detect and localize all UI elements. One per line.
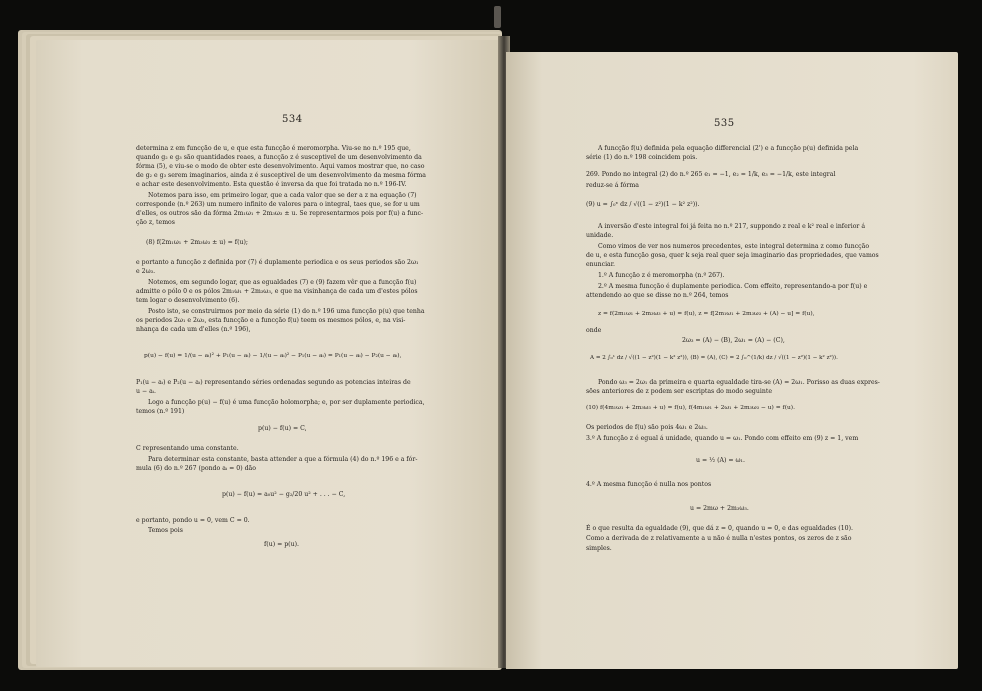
text-line: Como vimos de ver nos numeros precedentes, este integral determina z como funcção [598, 243, 870, 250]
equation-9: (9) u = ∫₀ˣ dz / √((1 − z²)(1 − k² z²)). [586, 201, 700, 208]
text-line: 3.º A funcção z é egual á unidade, quando u = ω₁. Pondo com effeito em (9) z = 1, vem [586, 435, 859, 442]
text-line: ção z, temos [136, 219, 175, 226]
equation: u = ½ (A) = ω₁. [696, 457, 745, 464]
equation: A = 2 ∫₀¹ dz / √((1 − z²)(1 − k² z²)), (B) = (A), (C) = 2 ∫₀^(1/k) dz / √((1 − z²)(1 − k² z²)). [590, 355, 838, 361]
text-line: Pondo ω₃ = 2ω₁ da primeira e quarta egualdade tira-se (A) = 2ω₁. Porisso as duas expres- [598, 379, 880, 386]
text-line: attendendo ao que se disse no n.º 264, temos [586, 292, 729, 299]
equation: 2ω₃ = (A) − (B), 2ω₁ = (A) − (C), [682, 337, 785, 344]
text-line: os periodos 2ω₁ e 2ω₃, esta funcção e a funcção f(u) teem os mesmos pólos, e, na visi- [136, 317, 406, 324]
text-line: sões anteriores de z podem ser escriptas do modo seguinte [586, 388, 772, 395]
text-line: A inversão d'este integral foi já feita no n.º 217, suppondo z real e k² real e inferior á [598, 223, 866, 230]
text-line: unidade. [586, 232, 614, 239]
text-line: quando g₂ e g₃ são quantidades reaes, a funcção z é susceptivel de um desenvolvimento da [136, 154, 422, 161]
text-line: tem logar o desenvolvimento (6). [136, 297, 240, 304]
equation-10: (10) f(4m₁ω₁ + 2m₃ω₃ + u) = f(u), f(4m₁ω₁ + 2ω₁ + 2m₃ω₃ − u) = f(u). [586, 405, 795, 411]
equation: p(u) − f(u) = C, [258, 425, 307, 432]
text-line: determina z em funcção de u, e que esta funcção é meromorpha. Viu-se no n.º 195 que, [136, 145, 411, 152]
text-line: temos (n.º 191) [136, 408, 185, 415]
text-line: Os periodos de f(u) são pois 4ω₁ e 2ω₃. [586, 424, 708, 431]
text-line: u − aᵢ. [136, 388, 157, 395]
text-line: Para determinar esta constante, basta attender a que a fórmula (4) do n.º 196 e a fór- [148, 456, 418, 463]
equation: z = f(2m₁ω₁ + 2m₃ω₃ + u) = f(u), z = f[2m₁ω₁ + 2m₃ω₃ + (A) − u] = f(u), [598, 311, 815, 317]
text-line: série (1) do n.º 198 coincidem pois. [586, 154, 698, 161]
page-number: 535 [714, 118, 735, 129]
page-number: 534 [282, 114, 303, 125]
clip-marker [494, 6, 501, 28]
text-line: mula (6) do n.º 267 (pondo aᵢ = 0) dão [136, 465, 256, 472]
text-line: Notemos, em segundo logar, que as egualdades (7) e (9) fazem vêr que a funcção f(u) [148, 279, 417, 286]
text-line: 269. Pondo no integral (2) do n.º 265 e₁ = −1, e₂ = 1/k, e₃ = −1/k, este integral [586, 171, 836, 178]
text-line: 1.º A funcção z é meromorpha (n.º 267). [598, 272, 725, 279]
text-line: corresponde (n.º 263) um numero infinito de valores para o integral, taes que, se for u um [136, 201, 420, 208]
text-line: P₁(u − aᵢ) e P₂(u − aᵢ) representando séries ordenadas segundo as potencias inteiras de [136, 379, 411, 386]
text-line: C representando uma constante. [136, 445, 239, 452]
text-line: 4.º A mesma funcção é nulla nos pontos [586, 481, 712, 488]
text-line: Como a derivada de z relativamente a u não é nulla n'estes pontos, os zeros de z são [586, 535, 852, 542]
text-line: simples. [586, 545, 612, 552]
text-line: Posto isto, se construirmos por meio da série (1) do n.º 196 uma funcção p(u) que tenha [148, 308, 425, 315]
equation: p(u) − f(u) = 1/(u − aᵢ)² + P₁(u − aᵢ) − 1/(u − aᵢ)² − P₁(u − aᵢ) = P₁(u − aᵢ) − P₂(u − aᵢ), [144, 353, 402, 359]
text-line: 2.º A mesma funcção é duplamente periodica. Com effeito, representando-a por f(u) e [598, 283, 868, 290]
text-line: nhança de cada um d'elles (n.º 196), [136, 326, 251, 333]
text-line: enunciar. [586, 261, 615, 268]
text-line: Logo a funcção p(u) − f(u) é uma funcção holomorpha; e, por ser duplamente periodica, [148, 399, 425, 406]
text-line: admitte o pólo 0 e os pólos 2m₁ω₁ + 2m₃ω₃, e que na visinhança de cada um d'estes pólos [136, 288, 418, 295]
text-line: e portanto a funcção z definida por (7) é duplamente periodica e os seus periodos são 2ω₁ [136, 259, 419, 266]
text-line: e portanto, pondo u = 0, vem C = 0. [136, 517, 250, 524]
text-line: A funcção f(u) definida pela equação differencial (2') e a funcção p(u) definida pela [598, 145, 859, 152]
equation-8: (8) f(2m₁ω₁ + 2m₃ω₃ ± u) = f(u); [146, 239, 248, 246]
text-line: Notemos para isso, em primeiro logar, que a cada valor que se der a z na equação (7) [148, 192, 417, 199]
equation: f(u) = p(u). [264, 541, 299, 548]
text-line: fórma (5), e viu-se o modo de obter este desenvolvimento. Aqui vamos mostrar que, no caso [136, 163, 425, 170]
text-line: e achar este desenvolvimento. Esta questão é inversa da que foi tratada no n.º 196-IV. [136, 181, 407, 188]
text-line: de u, e esta funcção gosa, quer k seja real quer seja imaginario das propriedades, que vamos [586, 252, 879, 259]
text-line: de g₂ e g₃ serem imaginarios, ainda z é susceptivel de um desenvolvimento da mesma fórma [136, 172, 426, 179]
equation: p(u) − f(u) = a₀u² − g₂/20 u² + . . . − C, [222, 491, 346, 498]
right-page [506, 52, 958, 669]
text-line: É o que resulta da egualdade (9), que dá z = 0, quando u = 0, e das egualdades (10). [586, 525, 853, 532]
text-line: reduz-se á fórma [586, 182, 639, 189]
text-line: onde [586, 327, 602, 334]
equation: u = 2mω + 2m₃ω₃. [690, 505, 749, 512]
left-page [36, 40, 502, 667]
text-line: Temos pois [148, 527, 183, 534]
text-line: e 2ω₃. [136, 268, 156, 275]
text-line: d'elles, os outros são da fórma 2m₁ω₁ + 2m₃ω₃ ± u. Se representarmos pois por f(u) a func- [136, 210, 424, 217]
